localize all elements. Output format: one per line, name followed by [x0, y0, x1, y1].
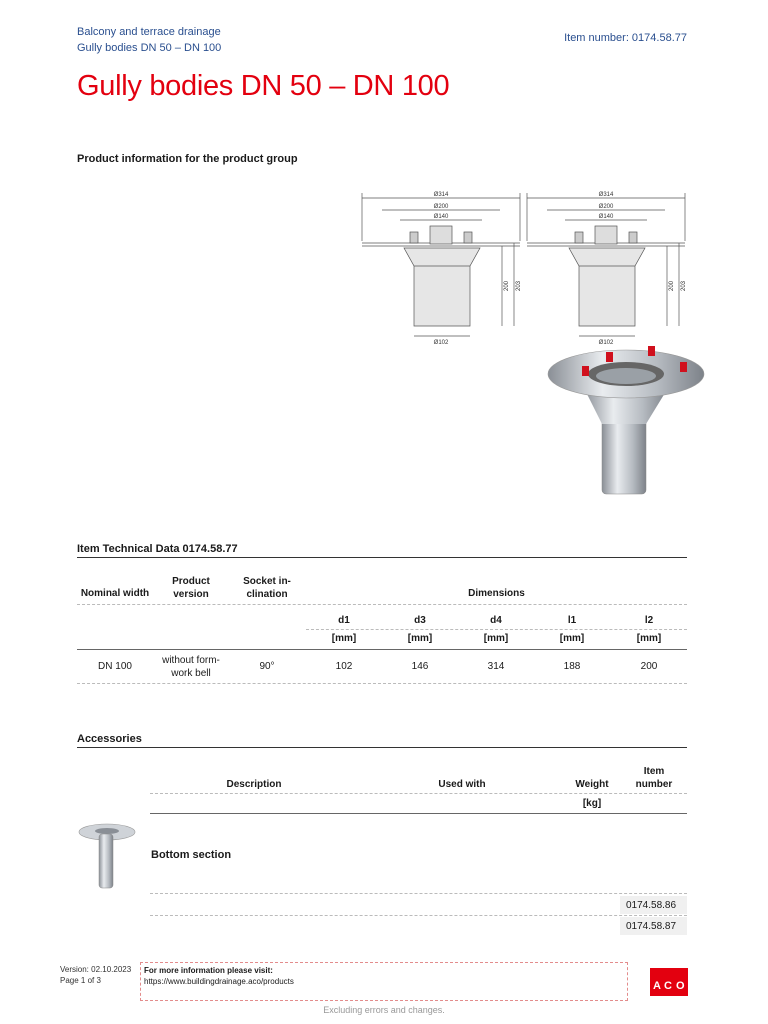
dim-d4: d4	[490, 615, 502, 626]
divider	[150, 793, 687, 794]
row-version-1: without form-	[162, 655, 220, 666]
dim-h203-left: 203	[516, 280, 522, 292]
page-title: Gully bodies DN 50 – DN 100	[77, 70, 450, 102]
dim-h203-right: 203	[681, 280, 687, 292]
unit-l2: [mm]	[636, 633, 662, 644]
dim-102-right: Ø102	[598, 340, 614, 346]
page-number: Page 1 of 3	[60, 976, 101, 985]
logo-letter-c: C	[664, 980, 672, 992]
row-l2: 200	[640, 661, 658, 672]
dim-200-left: Ø200	[433, 204, 449, 210]
col-item-number-2: number	[635, 779, 673, 790]
dim-l1: l1	[567, 615, 577, 626]
aco-logo	[650, 968, 688, 996]
row-version-2: work bell	[171, 668, 211, 679]
accessories-heading: Accessories	[77, 733, 142, 745]
row-l1: 188	[563, 661, 581, 672]
products-link[interactable]: https://www.buildingdrainage.aco/products	[144, 977, 294, 986]
divider	[77, 683, 687, 684]
logo-letter-o: O	[676, 980, 685, 992]
dim-l2: l2	[644, 615, 654, 626]
dim-140-left: Ø140	[433, 214, 449, 220]
row-d4: 314	[487, 661, 505, 672]
col-used-with: Used with	[438, 779, 486, 790]
col-socket-inclination-1: Socket in-	[243, 576, 291, 587]
dim-200-right: Ø200	[598, 204, 614, 210]
dim-d3: d3	[414, 615, 426, 626]
row-d3: 146	[411, 661, 429, 672]
dim-140-right: Ø140	[598, 214, 614, 220]
row-nominal-width: DN 100	[98, 661, 132, 672]
item-number-cell: 0174.58.86	[626, 900, 677, 911]
col-socket-inclination-2: clination	[246, 589, 288, 600]
col-item-number-1: Item	[643, 766, 665, 777]
col-description: Description	[226, 779, 282, 790]
row-socket: 90°	[259, 661, 275, 672]
col-product-version-1: Product	[172, 576, 210, 587]
item-number: Item number: 0174.58.77	[564, 32, 687, 44]
version-info	[60, 964, 131, 986]
dim-d1: d1	[338, 615, 350, 626]
technical-drawing	[352, 186, 692, 346]
more-info-box	[140, 962, 628, 1001]
divider	[150, 893, 687, 894]
item-number-cell: 0174.58.87	[626, 921, 677, 932]
dim-h200-left: 200	[504, 280, 510, 292]
divider	[306, 629, 687, 630]
unit-l1: [mm]	[559, 633, 585, 644]
dim-102-left: Ø102	[433, 340, 449, 346]
row-d1: 102	[335, 661, 353, 672]
unit-d3: [mm]	[407, 633, 433, 644]
product-photo	[544, 340, 710, 500]
product-info-heading: Product information for the product group	[77, 153, 298, 165]
breadcrumb	[77, 24, 221, 56]
col-dimensions: Dimensions	[468, 588, 525, 599]
divider	[150, 813, 687, 814]
dim-314-right: Ø314	[598, 192, 614, 198]
col-product-version-2: version	[173, 589, 209, 600]
col-weight-unit: [kg]	[582, 798, 602, 809]
col-nominal-width: Nominal width	[80, 588, 150, 599]
bottom-section-title: Bottom section	[151, 849, 232, 861]
technical-data-heading: Item Technical Data 0174.58.77	[77, 543, 238, 555]
version-date: Version: 02.10.2023	[60, 965, 132, 974]
unit-d1: [mm]	[331, 633, 357, 644]
dim-314-left: Ø314	[433, 192, 449, 198]
table-row	[620, 917, 687, 935]
dim-h200-right: 200	[669, 280, 675, 292]
divider	[77, 557, 687, 558]
divider	[150, 915, 687, 916]
disclaimer: Excluding errors and changes.	[323, 1005, 445, 1015]
more-info-label: For more information please visit:	[144, 966, 273, 975]
breadcrumb-line-1: Balcony and terrace drainage	[77, 26, 221, 38]
divider	[77, 649, 687, 650]
bottom-section-image	[77, 820, 137, 892]
table-row	[620, 896, 687, 914]
breadcrumb-line-2: Gully bodies DN 50 – DN 100	[77, 42, 222, 54]
unit-d4: [mm]	[483, 633, 509, 644]
logo-letter-a: A	[653, 980, 661, 992]
col-weight: Weight	[575, 779, 609, 790]
divider	[77, 604, 687, 605]
divider	[77, 747, 687, 748]
